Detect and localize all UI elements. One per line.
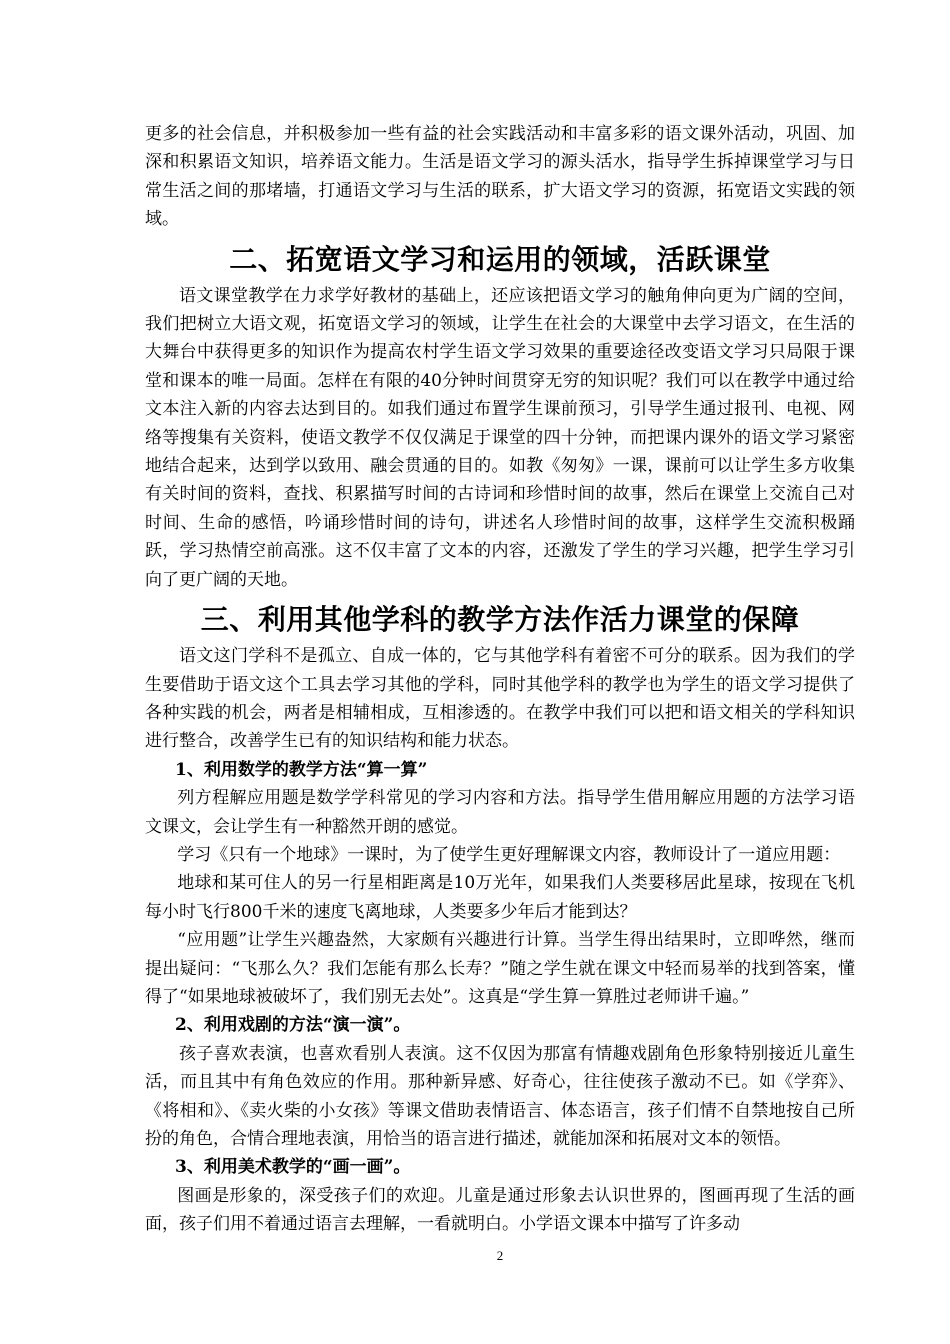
document-page [145,120,855,1239]
subsection-1-paragraph-4: “应用题”让学生兴趣盎然，大家颇有兴趣进行计算。当学生得出结果时，立即哗然，继而提出疑问：“飞那么久？我们怎能有那么长寿？”随之学生就在课文中轻而易举的找到答案，懂得了“如果地球被破坏了，我们别无去处”。这真是“学生算一算胜过老师讲千遍。” [145,930,855,1007]
subsection-1-heading: 1、利用数学的教学方法“算一算” [175,759,428,780]
intro-paragraph: 更多的社会信息，并积极参加一些有益的社会实践活动和丰富多彩的语文课外活动，巩固、加深和积累语文知识，培养语文能力。生活是语文学习的源头活水，指导学生拆掉课堂学习与日常生活之间的那堵墙，打通语文学习与生活的联系，扩大语文学习的资源，拓宽语文实践的领域。 [145,124,855,230]
section-2-paragraph: 语文课堂教学在力求学好教材的基础上，还应该把语文学习的触角伸向更为广阔的空间，我们把树立大语文观，拓宽语文学习的领域，让学生在社会的大课堂中去学习语文，在生活的大舞台中获得更多的知识作为提高农村学生语文学习效果的重要途径改变语文学习只局限于课堂和课本的唯一局面。怎样在有限的40分钟时间贯穿无穷的知识呢？我们可以在教学中通过给文本注入新的内容去达到目的。如我们通过布置学生课前预习，引导学生通过报刊、电视、网络等搜集有关资料，使语文教学不仅仅满足于课堂的四十分钟，而把课内课外的语文学习紧密地结合起来，达到学以致用、融会贯通的目的。如教《匆匆》一课，课前可以让学生多方收集有关时间的资料，查找、积累描写时间的古诗词和珍惜时间的故事，然后在课堂上交流自己对时间、生命的感悟，吟诵珍惜时间的诗句，讲述名人珍惜时间的故事，这样学生交流积极踊跃，学习热情空前高涨。这不仅丰富了文本的内容，还激发了学生的学习兴趣，把学生学习引向了更广阔的天地。 [145,285,855,590]
page-number: 2 [496,1248,504,1263]
subsection-2-paragraph-1: 孩子喜欢表演，也喜欢看别人表演。这不仅因为那富有情趣戏剧角色形象特别接近儿童生活，而且其中有角色效应的作用。那种新异感、好奇心，往往使孩子激动不已。如《学弈》、《将相和》、《卖火柴的小女孩》等课文借助表情语言、体态语言，孩子们情不自禁地按自己所扮的角色，合情合理地表演，用恰当的语言进行描述，就能加深和拓展对文本的领悟。 [145,1043,855,1149]
subsection-1-paragraph-3: 地球和某可住人的另一行星相距离是10万光年，如果我们人类要移居此星球，按现在飞机每小时飞行800千米的速度飞离地球，人类要多少年后才能到达？ [145,873,855,922]
section-3-heading: 三、利用其他学科的教学方法作活力课堂的保障 [200,603,800,637]
subsection-2-heading: 2、利用戏剧的方法“演一演”。 [175,1015,411,1036]
section-3-paragraph: 语文这门学科不是孤立、自成一体的，它与其他学科有着密不可分的联系。因为我们的学生要借助于语文这个工具去学习其他的学科，同时其他学科的教学也为学生的语文学习提供了各种实践的机会，两者是相辅相成，互相渗透的。在教学中我们可以把和语文相关的学科知识进行整合，改善学生已有的知识结构和能力状态。 [145,646,855,752]
section-2-heading: 二、拓宽语文学习和运用的领域，活跃课堂 [229,242,771,276]
subsection-1-paragraph-1: 列方程解应用题是数学学科常见的学习内容和方法。指导学生借用解应用题的方法学习语文课文，会让学生有一种豁然开朗的感觉。 [145,788,855,837]
subsection-1-paragraph-2: 学习《只有一个地球》一课时，为了使学生更好理解课文内容，教师设计了一道应用题： [177,844,841,865]
subsection-3-paragraph-1: 图画是形象的，深受孩子们的欢迎。儿童是通过形象去认识世界的，图画再现了生活的画面，孩子们用不着通过语言去理解，一看就明白。小学语文课本中描写了许多动 [145,1185,855,1235]
subsection-3-heading: 3、利用美术教学的“画一画”。 [175,1157,411,1178]
